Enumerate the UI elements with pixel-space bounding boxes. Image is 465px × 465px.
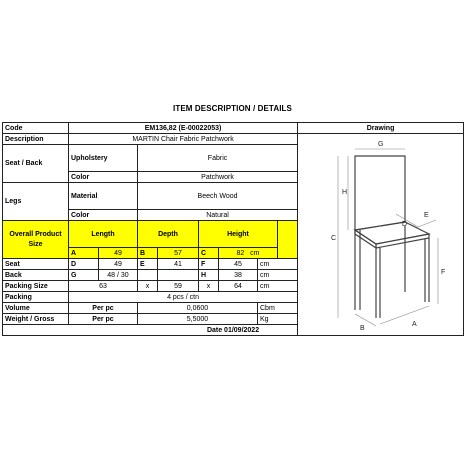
back-g-key: G bbox=[69, 270, 99, 281]
back-label: Back bbox=[3, 270, 69, 281]
dim-a-letter: A bbox=[412, 321, 417, 328]
dim-c-letter: C bbox=[331, 235, 337, 242]
seat-f-key: F bbox=[199, 259, 219, 270]
row-code bbox=[3, 123, 464, 134]
packing-size-unit: cm bbox=[258, 281, 298, 292]
weight-value: 5,5000 bbox=[138, 314, 258, 325]
weight-unit: Kg bbox=[258, 314, 298, 325]
seat-e-key: E bbox=[138, 259, 158, 270]
packing-size-x1: x bbox=[138, 281, 158, 292]
code-value: EM136,82 (E-00022053) bbox=[69, 123, 298, 134]
seat-unit: cm bbox=[258, 259, 298, 270]
packing-size-label: Packing Size bbox=[3, 281, 69, 292]
dim-f-letter: F bbox=[441, 269, 446, 276]
back-h-key: H bbox=[199, 270, 219, 281]
seat-d-key: D bbox=[69, 259, 99, 270]
seat-label: Seat bbox=[3, 259, 69, 270]
overall-label-line1: Overall Product bbox=[9, 230, 62, 238]
dim-d-letter: D bbox=[402, 221, 408, 228]
overall-label bbox=[3, 221, 69, 259]
drawing-cell bbox=[298, 134, 464, 336]
overall-label-line2: Size bbox=[28, 240, 43, 248]
overall-c-key: C bbox=[199, 248, 219, 259]
packing-label: Packing bbox=[3, 292, 69, 303]
seat-e-value: 41 bbox=[158, 259, 199, 270]
seat-color-value: Patchwork bbox=[138, 172, 298, 183]
upholstery-value: Fabric bbox=[138, 145, 298, 172]
seat-f-value: 45 bbox=[219, 259, 258, 270]
description-value: MARTIN Chair Fabric Patchwork bbox=[69, 134, 298, 145]
packing-value: 4 pcs / ctn bbox=[69, 292, 298, 303]
dim-g-letter: G bbox=[378, 141, 384, 148]
volume-per: Per pc bbox=[69, 303, 138, 314]
overall-c-value: 82 cm bbox=[219, 248, 278, 259]
packing-size-v2: 59 bbox=[158, 281, 199, 292]
legs-label: Legs bbox=[3, 183, 69, 221]
dim-h-letter: H bbox=[342, 189, 348, 196]
legs-color-label: Color bbox=[69, 210, 138, 221]
seat-color-label: Color bbox=[69, 172, 138, 183]
back-unit: cm bbox=[258, 270, 298, 281]
volume-label: Volume bbox=[3, 303, 69, 314]
spec-table bbox=[2, 122, 464, 336]
packing-size-x2: x bbox=[199, 281, 219, 292]
back-g-value: 48 / 30 bbox=[99, 270, 138, 281]
packing-size-v3: 64 bbox=[219, 281, 258, 292]
packing-size-v1: 63 bbox=[69, 281, 138, 292]
upholstery-label: Upholstery bbox=[69, 145, 138, 172]
code-label: Code bbox=[3, 123, 69, 134]
legs-color-value: Natural bbox=[138, 210, 298, 221]
weight-per: Per pc bbox=[69, 314, 138, 325]
length-label: Length bbox=[69, 221, 138, 248]
height-label: Height bbox=[199, 221, 278, 248]
material-label: Material bbox=[69, 183, 138, 210]
chair-drawing bbox=[298, 134, 464, 332]
row-description bbox=[3, 134, 464, 145]
overall-b-key: B bbox=[138, 248, 158, 259]
overall-a-key: A bbox=[69, 248, 99, 259]
seat-d-value: 49 bbox=[99, 259, 138, 270]
description-label: Description bbox=[3, 134, 69, 145]
overall-a-value: 49 bbox=[99, 248, 138, 259]
dim-b-letter: B bbox=[360, 325, 365, 332]
back-h-value: 38 bbox=[219, 270, 258, 281]
depth-label: Depth bbox=[138, 221, 199, 248]
drawing-label: Drawing bbox=[298, 123, 464, 134]
seat-back-label: Seat / Back bbox=[3, 145, 69, 183]
overall-b-value: 57 bbox=[158, 248, 199, 259]
overall-unit: cm bbox=[250, 249, 260, 257]
volume-value: 0,0600 bbox=[138, 303, 258, 314]
dim-e-letter: E bbox=[424, 212, 429, 219]
page-title: ITEM DESCRIPTION / DETAILS bbox=[173, 104, 292, 113]
material-value: Beech Wood bbox=[138, 183, 298, 210]
date-text: Date 01/09/2022 bbox=[3, 325, 464, 336]
weight-label: Weight / Gross bbox=[3, 314, 69, 325]
volume-unit: Cbm bbox=[258, 303, 298, 314]
